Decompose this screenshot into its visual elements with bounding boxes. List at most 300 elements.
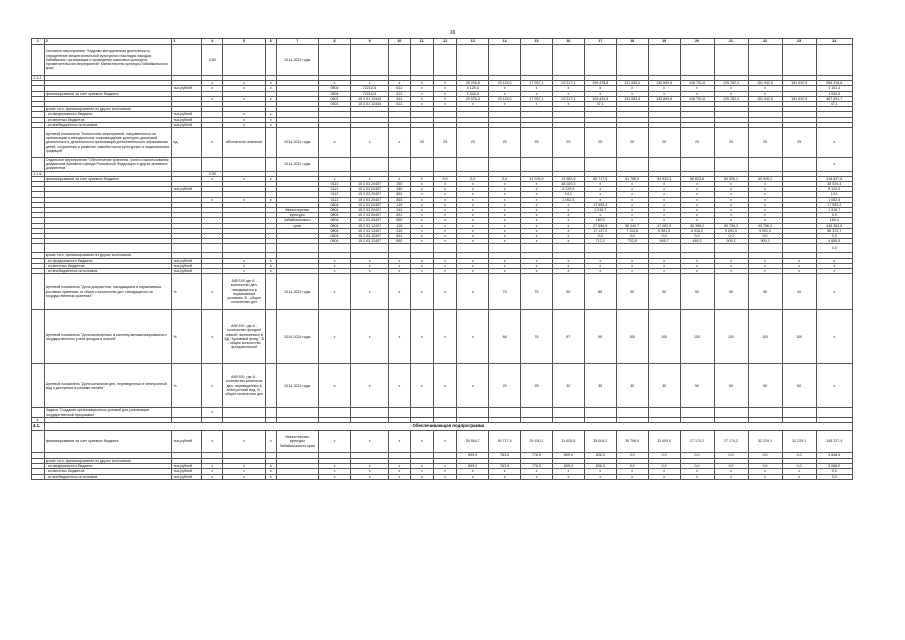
table-cell: х [782, 263, 816, 268]
table-cell: 17 937,1 [521, 81, 553, 86]
table-cell: х [265, 122, 276, 127]
table-cell: х [319, 258, 351, 263]
table-cell: х [584, 91, 616, 96]
table-cell: х [410, 86, 433, 91]
table-cell: х [714, 86, 748, 91]
table-cell: 8 916,2 [680, 228, 714, 233]
table-cell: х [457, 239, 489, 244]
table-cell: х [680, 469, 714, 474]
table-cell [680, 158, 714, 172]
table-cell: х [584, 258, 616, 263]
table-cell: х [648, 218, 680, 223]
table-cell: 65 717,5 [584, 176, 616, 181]
table-cell: 32 229,1 [782, 430, 816, 452]
table-cell: 120 [389, 223, 410, 228]
table-cell: 80 [552, 274, 584, 310]
table-cell: 17 993,2 [816, 202, 852, 207]
table-cell: х [489, 223, 521, 228]
table-cell: финансирование за счет краевого бюджета [44, 430, 172, 452]
table-cell: Задача "Создание организационных условий для реализации государственной программы" [44, 408, 172, 417]
table-cell: х [521, 202, 553, 207]
table-cell: 27 656,9 [584, 223, 616, 228]
table-cell: 8 120,9 [552, 187, 584, 192]
table-cell: 776,5 [521, 452, 553, 458]
table-cell: х [552, 469, 584, 474]
table-cell: 23 [782, 39, 816, 45]
table-cell: х [521, 208, 553, 213]
table-cell: х [265, 176, 276, 181]
table-cell: 19 982,9 [552, 176, 584, 181]
table-cell: 108 751,6 [680, 81, 714, 86]
table-cell: 7221101 [350, 91, 388, 96]
table-cell: 831 [389, 213, 410, 218]
table-cell: тыс.рублей [172, 464, 202, 469]
table-cell: 4 161,4 [816, 86, 852, 91]
table-cell: 0,0 [433, 176, 456, 181]
table-cell: 15 2 03 20407 [350, 182, 388, 187]
table-cell: х [410, 223, 433, 228]
table-cell: х [680, 208, 714, 213]
table-cell: х [714, 202, 748, 207]
table-cell: х [433, 310, 456, 364]
table-cell [202, 244, 223, 253]
table-cell: 15 2 01 12444 [350, 96, 388, 101]
table-cell: х [223, 122, 266, 127]
table-cell: х [748, 213, 782, 218]
table-row [32, 274, 853, 310]
table-cell: 0804 [319, 234, 351, 239]
table-cell: х [410, 197, 433, 202]
table-cell: 108 751,6 [680, 96, 714, 101]
table-cell: х [648, 192, 680, 197]
table-cell: 90 [782, 274, 816, 310]
table-cell: 446,3 [680, 239, 714, 244]
table-cell: 18 [616, 39, 648, 45]
table-cell: х [457, 258, 489, 263]
table-cell: х [433, 91, 456, 96]
table-cell: 0,0 [714, 452, 748, 458]
table-cell: 180,0 [816, 218, 852, 223]
table-cell: х [457, 213, 489, 218]
table-cell: 0,0 [648, 234, 680, 239]
table-cell: 25 [410, 128, 433, 158]
table-cell: х [714, 187, 748, 192]
table-cell: 54 933,3 [648, 176, 680, 181]
table-cell: х [616, 213, 648, 218]
table-cell: х [223, 117, 266, 122]
table-cell: х [350, 469, 388, 474]
table-cell: тыс.рублей [172, 474, 202, 479]
table-cell: х [265, 96, 276, 101]
table-cell: - из внебюджетных источников [44, 269, 172, 274]
table-cell [680, 244, 714, 253]
table-cell [265, 128, 276, 158]
table-cell [32, 244, 45, 253]
table-cell: 0,0 [680, 234, 714, 239]
table-cell [276, 474, 319, 479]
table-cell: х [350, 464, 388, 469]
table-cell [410, 158, 433, 172]
table-cell: х [648, 182, 680, 187]
table-cell: х [433, 239, 456, 244]
table-cell [32, 364, 45, 408]
table-cell [410, 45, 433, 76]
table-cell: х [319, 274, 351, 310]
table-cell: х [350, 269, 388, 274]
table-cell: х [680, 187, 714, 192]
table-cell: х [584, 474, 616, 479]
table-cell: х [648, 213, 680, 218]
table-cell: 348 384,6 [816, 223, 852, 228]
table-cell: 2014-2024 годы [276, 45, 319, 76]
table-cell: 0804 [319, 91, 351, 96]
table-cell: 0113 [319, 197, 351, 202]
table-cell: 1 [32, 39, 45, 45]
table-cell: тыс.рублей [172, 112, 202, 117]
table-cell: х [680, 258, 714, 263]
table-cell: х [748, 197, 782, 202]
table-cell: 95 [584, 310, 616, 364]
table-cell: х [389, 263, 410, 268]
table-cell: 15 2 03 20407 [350, 213, 388, 218]
table-cell: 6 981,3 [648, 228, 680, 233]
table-cell: х [489, 263, 521, 268]
table-cell: х [489, 91, 521, 96]
table-cell: 9 [350, 39, 388, 45]
table-cell: х [714, 197, 748, 202]
table-cell: х [433, 258, 456, 263]
table-cell: 22 [748, 39, 782, 45]
table-cell: х [265, 464, 276, 469]
table-cell [389, 408, 410, 417]
table-cell: х [748, 182, 782, 187]
table-cell: х [389, 474, 410, 479]
table-cell: 47,1 [584, 102, 616, 107]
table-cell: х [433, 182, 456, 187]
table-cell: - из внебюджетных источников [44, 122, 172, 127]
table-cell: тыс.рублей [172, 117, 202, 122]
table-cell [410, 244, 433, 253]
table-cell: 240 [389, 187, 410, 192]
table-cell: х [350, 364, 388, 408]
table-cell: Основное мероприятие "Кадрово-методическая деятельность, определение межрегиональной культурного наследия народов Забайкалья, организация и проведение массовых культурно-просветительских мероприятий" Министерство культуры Забайкальского края" [44, 45, 172, 76]
table-cell: тыс.рублей [172, 430, 202, 452]
table-cell: х [680, 86, 714, 91]
table-cell: х [680, 91, 714, 96]
table-cell: х [350, 310, 388, 364]
table-cell: х [748, 202, 782, 207]
table-cell: х [552, 102, 584, 107]
table-cell: х [410, 364, 433, 408]
table-cell: х [223, 258, 266, 263]
table-cell: 1 916,7 [816, 208, 852, 213]
table-cell: х [748, 192, 782, 197]
table-cell: 35 796,0 [616, 430, 648, 452]
table-cell: 15 2 03 20407 [350, 218, 388, 223]
table-cell: х [433, 223, 456, 228]
table-cell: 125 782,4 [714, 96, 748, 101]
table-cell: 48 029,3 [816, 182, 852, 187]
table-cell: х [202, 464, 223, 469]
table-cell [265, 408, 276, 417]
table-cell: 90 [616, 274, 648, 310]
table-cell: х [319, 310, 351, 364]
table-cell: 836,3 [584, 464, 616, 469]
table-cell: 110 [389, 202, 410, 207]
table-cell: 19 [648, 39, 680, 45]
table-cell: х [202, 176, 223, 181]
table-cell: х [521, 187, 553, 192]
table-cell: 100 [616, 310, 648, 364]
table-cell: 20 118,0 [489, 81, 521, 86]
table-row [32, 244, 853, 253]
table-cell: 1 040,0 [457, 91, 489, 96]
table-cell: х [265, 263, 276, 268]
table-cell: Министерство [276, 208, 319, 213]
table-cell: тыс.рублей [172, 122, 202, 127]
table-cell: 0804 [319, 213, 351, 218]
table-cell: 40 [616, 364, 648, 408]
table-cell: х [782, 469, 816, 474]
table-cell: х [202, 274, 223, 310]
table-cell: х [433, 364, 456, 408]
table-cell [816, 45, 852, 76]
table-cell: х [521, 228, 553, 233]
table-cell: х [223, 86, 266, 91]
table-cell: 7 113,8 [616, 228, 648, 233]
table-cell: х [748, 269, 782, 274]
table-cell: х [714, 263, 748, 268]
table-cell: 0,0 [816, 474, 852, 479]
table-cell: 0804 [319, 86, 351, 91]
table-cell: х [319, 469, 351, 474]
table-cell: х [457, 234, 489, 239]
table-cell: х [433, 208, 456, 213]
table-cell: 0804 [319, 218, 351, 223]
table-cell: х [521, 182, 553, 187]
table-cell: 75 [521, 274, 553, 310]
table-cell: х [748, 258, 782, 263]
table-cell: х [457, 228, 489, 233]
table-cell: 15 2 03 20407 [350, 192, 388, 197]
table-cell: х [389, 310, 410, 364]
table-cell [223, 158, 266, 172]
table-cell: края [276, 223, 319, 228]
table-cell: х [521, 474, 553, 479]
table-cell: тыс.рублей [172, 269, 202, 274]
table-cell [410, 408, 433, 417]
table-cell: х [489, 208, 521, 213]
table-cell: х [521, 239, 553, 244]
table-cell: х [433, 197, 456, 202]
table-cell: 15 2 03 20407 [350, 202, 388, 207]
page-number: 16 [449, 30, 456, 36]
table-cell: х [489, 192, 521, 197]
table-cell: х [714, 474, 748, 479]
table-cell: 0,0 [816, 469, 852, 474]
table-cell: х [584, 469, 616, 474]
table-cell: % [172, 310, 202, 364]
table-cell: кроме того, финансирование из других источников: [44, 107, 172, 112]
table-cell: х [648, 86, 680, 91]
table-cell: х [584, 187, 616, 192]
table-cell: 0,0 [816, 244, 852, 253]
table-cell: 151 942,5 [782, 96, 816, 101]
table-cell: 850 [389, 239, 410, 244]
table-cell: х [457, 223, 489, 228]
table-cell: х [319, 81, 351, 86]
table-cell: 0,0 [648, 464, 680, 469]
table-cell: х [552, 223, 584, 228]
table-cell: х [457, 474, 489, 479]
table-cell: 556 318,6 [816, 81, 852, 86]
table-cell: х [680, 269, 714, 274]
table-cell: 12 [433, 39, 456, 45]
table-cell [782, 158, 816, 172]
table-cell: х [410, 310, 433, 364]
table-cell: 61 788,5 [616, 176, 648, 181]
table-cell: 45 [648, 364, 680, 408]
table-cell: х [410, 274, 433, 310]
table-cell: х [410, 464, 433, 469]
table-cell [172, 158, 202, 172]
table-cell: х [521, 213, 553, 218]
table-cell: х [748, 263, 782, 268]
table-cell: 15 [521, 39, 553, 45]
table-cell: 1 916,7 [584, 208, 616, 213]
table-cell: х [433, 263, 456, 268]
table-cell: 467 651,7 [816, 96, 852, 101]
table-cell: ед. [172, 128, 202, 158]
table-cell: 25 [782, 128, 816, 158]
table-cell: х [714, 218, 748, 223]
table-cell: х [521, 86, 553, 91]
table-cell: х [616, 91, 648, 96]
table-cell: х [265, 117, 276, 122]
table-cell: х [748, 469, 782, 474]
table-cell: х [389, 469, 410, 474]
table-cell: х [433, 269, 456, 274]
table-cell: х [265, 112, 276, 117]
table-cell [680, 45, 714, 76]
table-cell: х [457, 364, 489, 408]
table-cell: 4 129,4 [457, 86, 489, 91]
table-cell: 7221101 [350, 86, 388, 91]
table-cell: х [489, 202, 521, 207]
table-cell [265, 274, 276, 310]
table-cell: х [552, 91, 584, 96]
table-row [32, 310, 853, 364]
table-cell: х [552, 239, 584, 244]
table-cell: х [680, 263, 714, 268]
table-cell: 240 [389, 228, 410, 233]
table-cell: 1 040,0 [816, 91, 852, 96]
table-cell: х [433, 96, 456, 101]
table-row [32, 408, 853, 417]
table-cell: 33 493,0 [648, 430, 680, 452]
table-cell: 0,0 [714, 234, 748, 239]
table-cell [521, 158, 553, 172]
table-cell: 87 [552, 310, 584, 364]
table-cell: 100 [748, 310, 782, 364]
table-cell: х [714, 91, 748, 96]
table-cell: 56 623,8 [680, 176, 714, 181]
table-cell: 76 [521, 310, 553, 364]
table-cell: 2.3.2. [33, 76, 43, 80]
table-cell: х [584, 86, 616, 91]
table-cell: х [265, 269, 276, 274]
table-cell: 0,0 [616, 452, 648, 458]
table-cell: х [319, 128, 351, 158]
table-cell [748, 244, 782, 253]
table-cell: х [457, 310, 489, 364]
table-cell: 0,0 [616, 464, 648, 469]
table-cell: х [521, 102, 553, 107]
table-cell: х [489, 228, 521, 233]
table-cell: х [410, 239, 433, 244]
table-cell: х [410, 96, 433, 101]
table-cell: х [584, 197, 616, 202]
table-cell: х [223, 96, 266, 101]
table-cell: 0,95 [202, 171, 223, 176]
table-cell: 0804 [319, 202, 351, 207]
table-cell: А/В*100 где А - количество дел, находящихся в нормативных условиях, В - общее количество дел [223, 274, 266, 310]
table-cell: 14 [489, 39, 521, 45]
table-cell: кроме того, финансирование из других источников: [44, 458, 172, 463]
table-cell [521, 45, 553, 76]
table-cell: 732,8 [616, 239, 648, 244]
table-cell: х [552, 228, 584, 233]
table-cell: х [748, 86, 782, 91]
table-cell [521, 244, 553, 253]
table-cell: х [489, 86, 521, 91]
table-cell: х [202, 474, 223, 479]
table-cell: 100 [782, 310, 816, 364]
table-cell: х [489, 469, 521, 474]
table-cell [616, 45, 648, 76]
table-cell: х [748, 218, 782, 223]
table-cell [319, 244, 351, 253]
table-cell: 622 [389, 91, 410, 96]
table-cell: 48 398,2 [680, 223, 714, 228]
table-cell: 4 848,5 [816, 452, 852, 458]
table-cell: х [433, 102, 456, 107]
table-row [32, 474, 853, 479]
table-cell: 25 [648, 128, 680, 158]
table-cell: х [350, 263, 388, 268]
table-cell: 20 [489, 364, 521, 408]
table-cell [748, 158, 782, 172]
table-cell: х [714, 258, 748, 263]
table-cell: 0,0 [680, 452, 714, 458]
table-cell: х [410, 430, 433, 452]
table-cell: х [202, 364, 223, 408]
table-cell: х [616, 269, 648, 274]
table-cell [265, 364, 276, 408]
table-cell: х [816, 258, 852, 263]
table-cell: 35 [584, 364, 616, 408]
table-cell: 1 062,5 [816, 197, 852, 202]
table-cell [202, 158, 223, 172]
table-cell [265, 244, 276, 253]
table-cell: 15 2 03 12407 [350, 228, 388, 233]
table-cell: 25 [680, 128, 714, 158]
table-cell: финансирование за счет краевого бюджета [44, 91, 172, 96]
table-cell: 50 [714, 364, 748, 408]
table-cell: 5 [223, 39, 266, 45]
table-cell: х [433, 464, 456, 469]
table-cell: х [433, 218, 456, 223]
